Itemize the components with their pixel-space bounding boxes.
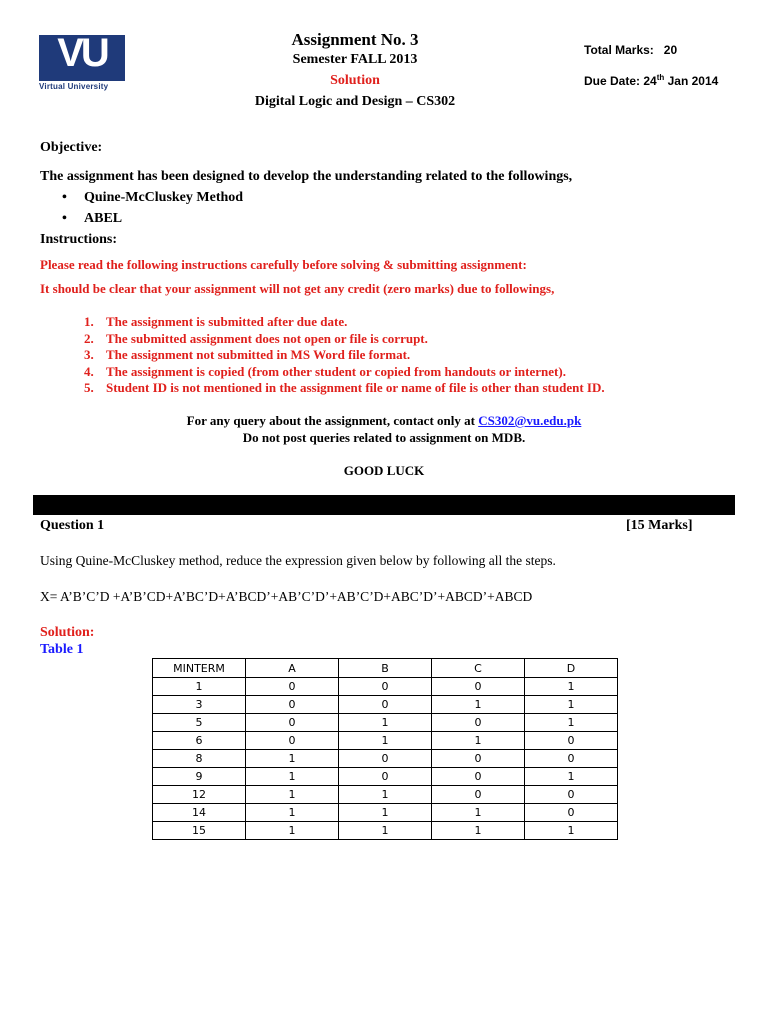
list-item: 4. The assignment is copied (from other student or copied from handouts or internet). <box>84 363 566 379</box>
boolean-expression: X= A’B’C’D +A’B’CD+A’BC’D+A’BCD’+AB’C’D’+AB’C’D+ABC’D’+ABCD’+ABCD <box>40 589 533 604</box>
instructions-line1: Please read the following instructions carefully before solving & submitting assignment: <box>40 257 527 272</box>
table-cell: 1 <box>246 786 339 804</box>
table-row <box>153 804 618 822</box>
header-b: B <box>339 659 432 678</box>
table-cell: 8 <box>153 750 246 768</box>
objective-intro: The assignment has been designed to develop the understanding related to the followings, <box>40 169 573 184</box>
objective-heading: Objective: <box>40 140 103 155</box>
table-cell: 1 <box>525 678 618 696</box>
table-cell: 0 <box>246 732 339 750</box>
list-item: 2. The submitted assignment does not open or file is corrupt. <box>84 330 428 346</box>
table-cell: 0 <box>339 678 432 696</box>
table-cell: 0 <box>246 678 339 696</box>
table-cell: 1 <box>339 822 432 840</box>
query-text: For any query about the assignment, contact only at <box>186 413 479 428</box>
table-cell: 5 <box>153 714 246 732</box>
solution-heading: Solution <box>330 73 380 88</box>
instructions-line2: It should be clear that your assignment will not get any credit (zero marks) due to followings, <box>40 281 555 296</box>
semester: Semester FALL 2013 <box>292 52 418 67</box>
table-row <box>153 732 618 750</box>
table-cell: 1 <box>339 732 432 750</box>
table-cell: 1 <box>525 822 618 840</box>
table-cell: 0 <box>339 768 432 786</box>
course-title: Digital Logic and Design – CS302 <box>254 94 456 109</box>
solution-label: Solution: <box>40 625 95 640</box>
table-cell: 0 <box>525 804 618 822</box>
question-label: Question 1 <box>40 518 105 533</box>
question-marks: [15 Marks] <box>626 518 693 533</box>
due-date <box>584 73 718 88</box>
vu-logo <box>39 35 125 93</box>
email-link[interactable]: CS302@vu.edu.pk <box>478 413 582 428</box>
question-text: Using Quine-McCluskey method, reduce the expression given below by following all the steps. <box>40 553 556 568</box>
table-cell: 1 <box>246 804 339 822</box>
table-cell: 1 <box>525 714 618 732</box>
table-cell: 3 <box>153 696 246 714</box>
due-prefix: Due Date: 24 <box>584 74 657 88</box>
due-sup: th <box>656 73 665 82</box>
table-cell: 1 <box>339 786 432 804</box>
table-cell: 1 <box>432 804 525 822</box>
table-cell: 1 <box>246 768 339 786</box>
table-cell: 1 <box>339 804 432 822</box>
list-item: • ABEL <box>62 211 243 232</box>
table-cell: 1 <box>432 822 525 840</box>
table-cell: 1 <box>153 678 246 696</box>
logo-caption: Virtual University <box>39 82 109 91</box>
table-row <box>153 750 618 768</box>
good-luck: GOOD LUCK <box>343 463 425 478</box>
objective-list <box>62 190 243 232</box>
table-cell: 0 <box>432 678 525 696</box>
mdb-note: Do not post queries related to assignment on MDB. <box>242 430 526 445</box>
table-cell: 1 <box>525 696 618 714</box>
table-cell: 0 <box>432 786 525 804</box>
header-a: A <box>246 659 339 678</box>
table-cell: 1 <box>432 696 525 714</box>
table-cell: 0 <box>432 714 525 732</box>
total-marks: Total Marks: 20 <box>584 43 678 57</box>
table-row <box>153 678 618 696</box>
instructions-heading: Instructions: <box>40 232 118 247</box>
table-cell: 1 <box>246 822 339 840</box>
table-label: Table 1 <box>40 642 84 657</box>
table-cell: 14 <box>153 804 246 822</box>
table-cell: 0 <box>525 750 618 768</box>
table-row <box>153 768 618 786</box>
separator-bar <box>33 495 735 515</box>
table-cell: 15 <box>153 822 246 840</box>
table-cell: 1 <box>432 732 525 750</box>
minterm-table <box>152 658 618 840</box>
rules-list <box>84 314 605 397</box>
header-minterm: MINTERM <box>153 659 246 678</box>
header-d: D <box>525 659 618 678</box>
table-cell: 0 <box>432 750 525 768</box>
table-cell: 6 <box>153 732 246 750</box>
table-cell: 1 <box>339 714 432 732</box>
table-cell: 0 <box>246 714 339 732</box>
header-c: C <box>432 659 525 678</box>
table-cell: 0 <box>525 786 618 804</box>
list-item: 1. The assignment is submitted after due date. <box>84 314 348 329</box>
list-item: • Quine-McCluskey Method <box>62 190 243 211</box>
table-cell: 0 <box>525 732 618 750</box>
table-row <box>153 696 618 714</box>
list-item: 5. Student ID is not mentioned in the assignment file or name of file is other than student ID. <box>84 380 605 395</box>
table-row <box>153 714 618 732</box>
table-cell: 12 <box>153 786 246 804</box>
table-cell: 1 <box>525 768 618 786</box>
table-header-row <box>153 659 618 678</box>
table-cell: 0 <box>246 696 339 714</box>
logo-letters: VU <box>57 35 107 75</box>
table-cell: 0 <box>339 696 432 714</box>
table-cell: 0 <box>432 768 525 786</box>
table-cell: 1 <box>246 750 339 768</box>
assignment-title: Assignment No. 3 <box>291 30 419 49</box>
table-cell: 0 <box>339 750 432 768</box>
table-row <box>153 786 618 804</box>
table-cell: 9 <box>153 768 246 786</box>
due-suffix: Jan 2014 <box>664 74 719 88</box>
list-item: 3. The assignment not submitted in MS Word file format. <box>84 347 411 362</box>
table-row <box>153 822 618 840</box>
query-line <box>0 413 768 429</box>
